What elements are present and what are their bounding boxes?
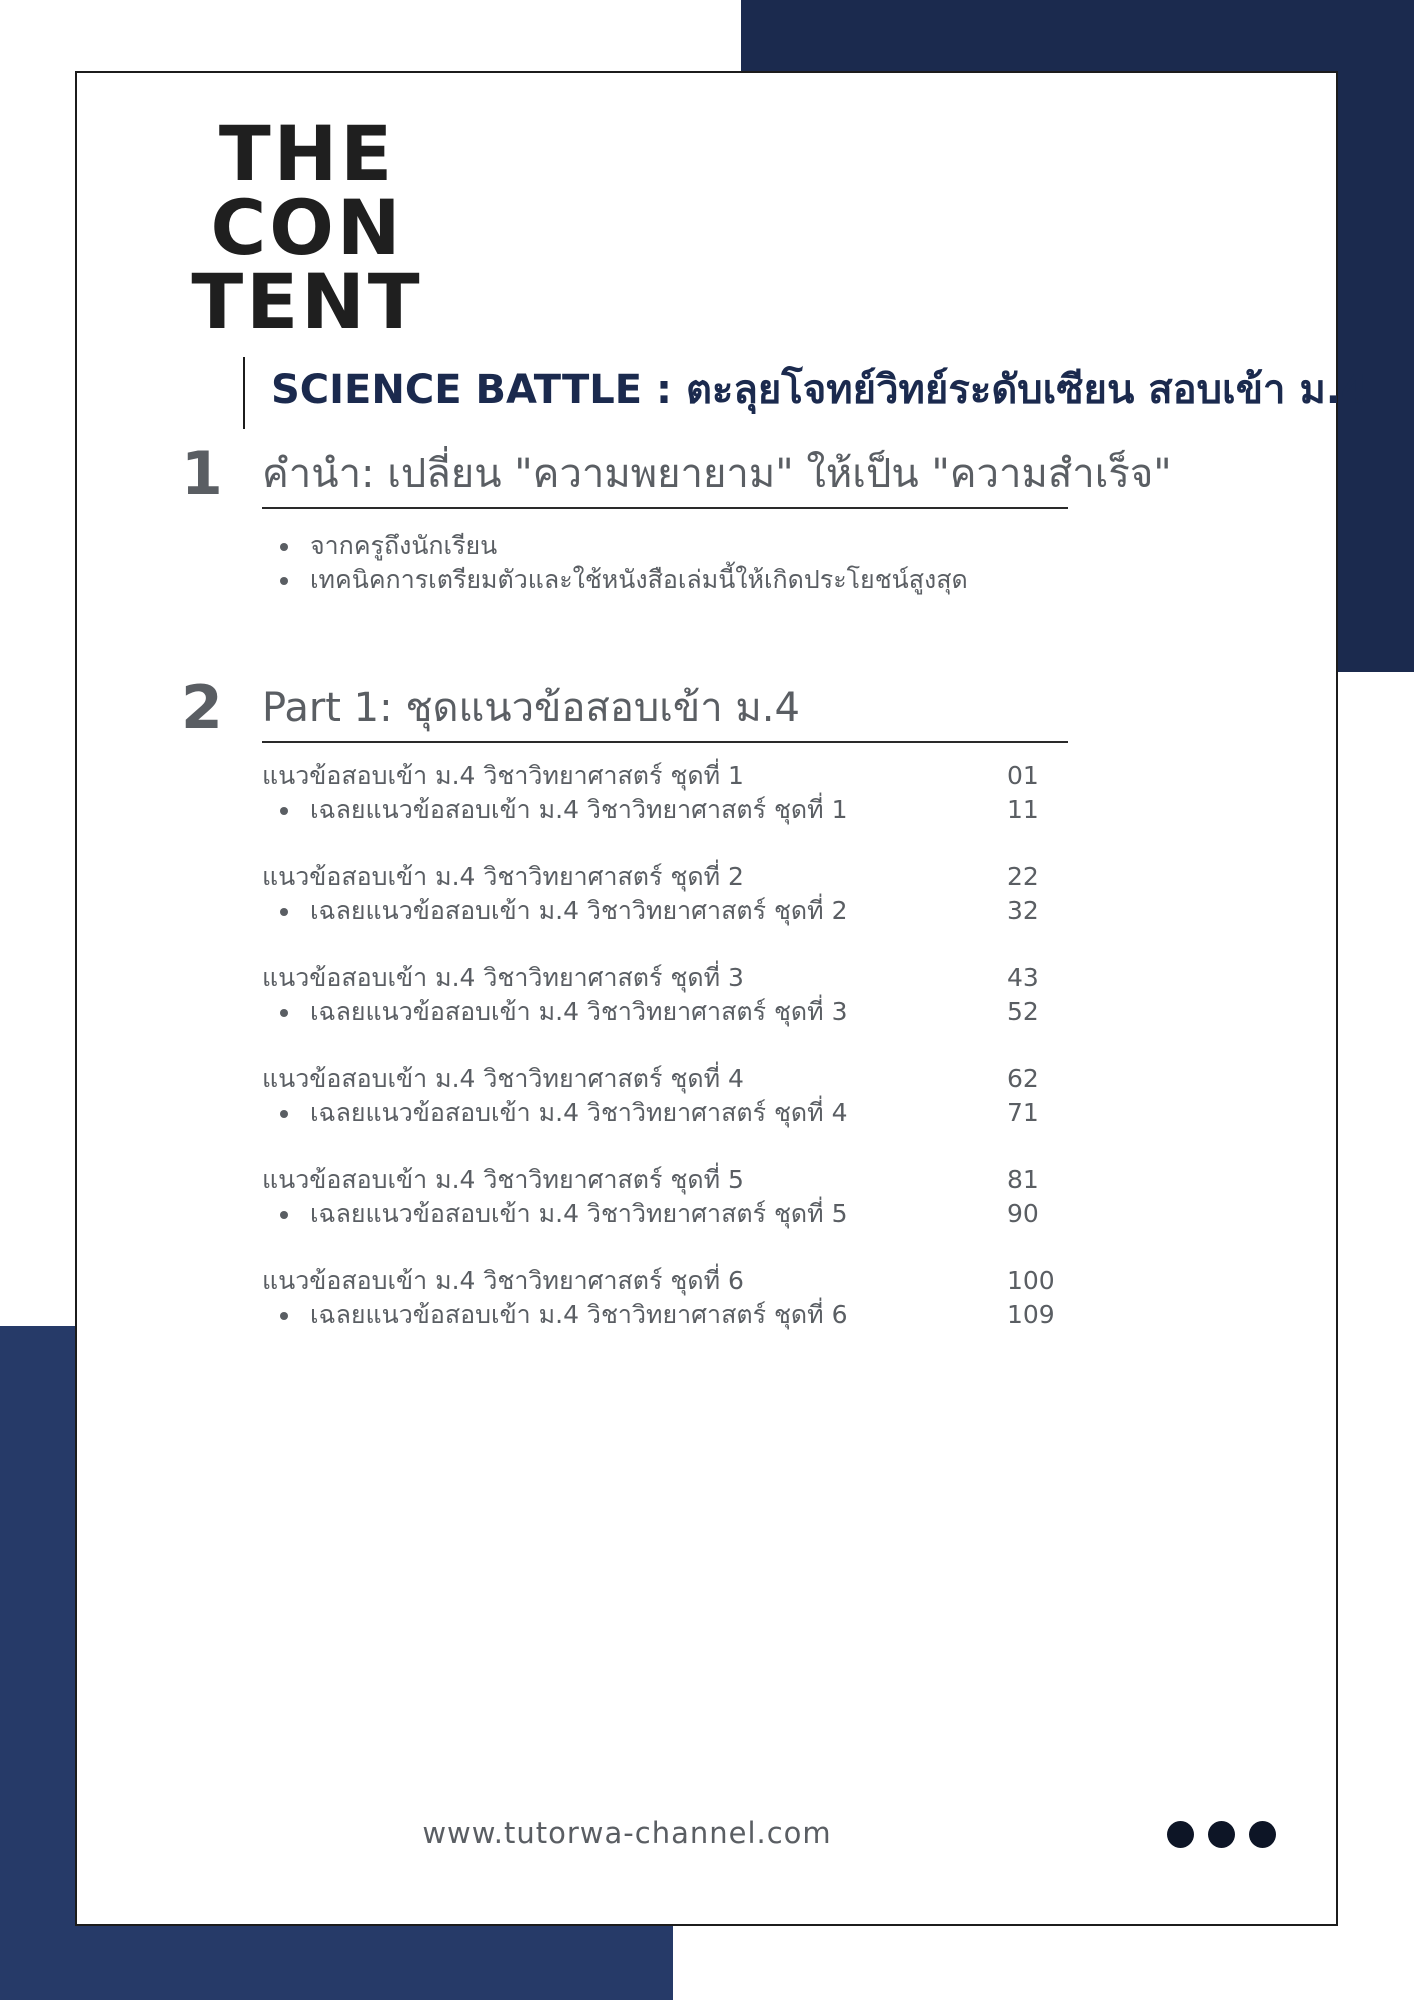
brand-line-3: TENT [191,257,423,346]
toc-subentry[interactable] [262,1298,1062,1332]
toc-page-number: 71 [1007,1098,1039,1127]
book-subtitle: SCIENCE BATTLE : ตะลุยโจทย์วิทย์ระดับเซียน สอบเข้า ม.4 [271,367,1369,413]
section-1-bullets [262,529,968,597]
toc-entry[interactable] [262,961,1062,995]
toc-entry[interactable] [262,1264,1062,1298]
dot-icon [1249,1821,1276,1848]
toc-page-number: 90 [1007,1199,1039,1228]
section-2-number: 2 [181,673,223,743]
section-1-number: 1 [181,439,223,509]
subtitle-divider [243,357,245,429]
toc-subentry[interactable] [262,894,1062,928]
section-1-title: คำนำ: เปลี่ยน "ความพยายาม" ให้เป็น "ความสำเร็จ" [262,445,1068,509]
toc-subentry-label: เฉลยแนวข้อสอบเข้า ม.4 วิชาวิทยาศาสตร์ ชุดที่ 1 [310,795,848,824]
toc-group [262,1163,1062,1231]
toc-page-number: 43 [1007,963,1039,992]
toc-subentry-label: เฉลยแนวข้อสอบเข้า ม.4 วิชาวิทยาศาสตร์ ชุดที่ 5 [310,1199,848,1228]
more-dots-icon [1167,1821,1276,1848]
list-item: จากครูถึงนักเรียน [262,529,968,563]
toc-subentry-label: เฉลยแนวข้อสอบเข้า ม.4 วิชาวิทยาศาสตร์ ชุดที่ 2 [310,896,848,925]
toc-entry-label: แนวข้อสอบเข้า ม.4 วิชาวิทยาศาสตร์ ชุดที่ 4 [262,1064,744,1093]
toc-entry-label: แนวข้อสอบเข้า ม.4 วิชาวิทยาศาสตร์ ชุดที่ 6 [262,1266,744,1295]
toc-page-number: 100 [1007,1266,1055,1295]
toc-entry-label: แนวข้อสอบเข้า ม.4 วิชาวิทยาศาสตร์ ชุดที่ 3 [262,963,744,992]
toc-entry[interactable] [262,860,1062,894]
toc-page-number: 52 [1007,997,1039,1026]
toc-subentry-label: เฉลยแนวข้อสอบเข้า ม.4 วิชาวิทยาศาสตร์ ชุดที่ 4 [310,1098,848,1127]
dot-icon [1167,1821,1194,1848]
toc-entry[interactable] [262,1163,1062,1197]
toc-group [262,961,1062,1029]
toc-entry[interactable] [262,1062,1062,1096]
toc-page-number: 109 [1007,1300,1055,1329]
toc-page-number: 81 [1007,1165,1039,1194]
toc-group [262,1062,1062,1130]
toc-subentry[interactable] [262,1096,1062,1130]
toc-entry-label: แนวข้อสอบเข้า ม.4 วิชาวิทยาศาสตร์ ชุดที่ 5 [262,1165,744,1194]
brand-line-1: THE [218,109,396,198]
section-2-title: Part 1: ชุดแนวข้อสอบเข้า ม.4 [262,679,1068,743]
toc-list [262,759,1062,1365]
brand-logo-text [147,109,467,346]
toc-group [262,860,1062,928]
toc-page-number: 01 [1007,761,1039,790]
toc-entry-label: แนวข้อสอบเข้า ม.4 วิชาวิทยาศาสตร์ ชุดที่ 2 [262,862,744,891]
dot-icon [1208,1821,1235,1848]
toc-subentry-label: เฉลยแนวข้อสอบเข้า ม.4 วิชาวิทยาศาสตร์ ชุดที่ 6 [310,1300,848,1329]
page-card [75,71,1369,1926]
toc-page-number: 62 [1007,1064,1039,1093]
list-item: เทคนิคการเตรียมตัวและใช้หนังสือเล่มนี้ให้เกิดประโยชน์สูงสุด [262,563,968,597]
toc-subentry[interactable] [262,1197,1062,1231]
toc-group [262,759,1062,827]
footer-website-link[interactable]: www.tutorwa-channel.com [422,1816,832,1850]
toc-page-number: 32 [1007,896,1039,925]
toc-subentry[interactable] [262,793,1062,827]
toc-subentry[interactable] [262,995,1062,1029]
brand-line-2: CON [210,183,404,272]
toc-page-number: 22 [1007,862,1039,891]
toc-entry[interactable] [262,759,1062,793]
toc-group [262,1264,1062,1332]
toc-page-number: 11 [1007,795,1039,824]
toc-entry-label: แนวข้อสอบเข้า ม.4 วิชาวิทยาศาสตร์ ชุดที่ 1 [262,761,744,790]
toc-subentry-label: เฉลยแนวข้อสอบเข้า ม.4 วิชาวิทยาศาสตร์ ชุดที่ 3 [310,997,848,1026]
